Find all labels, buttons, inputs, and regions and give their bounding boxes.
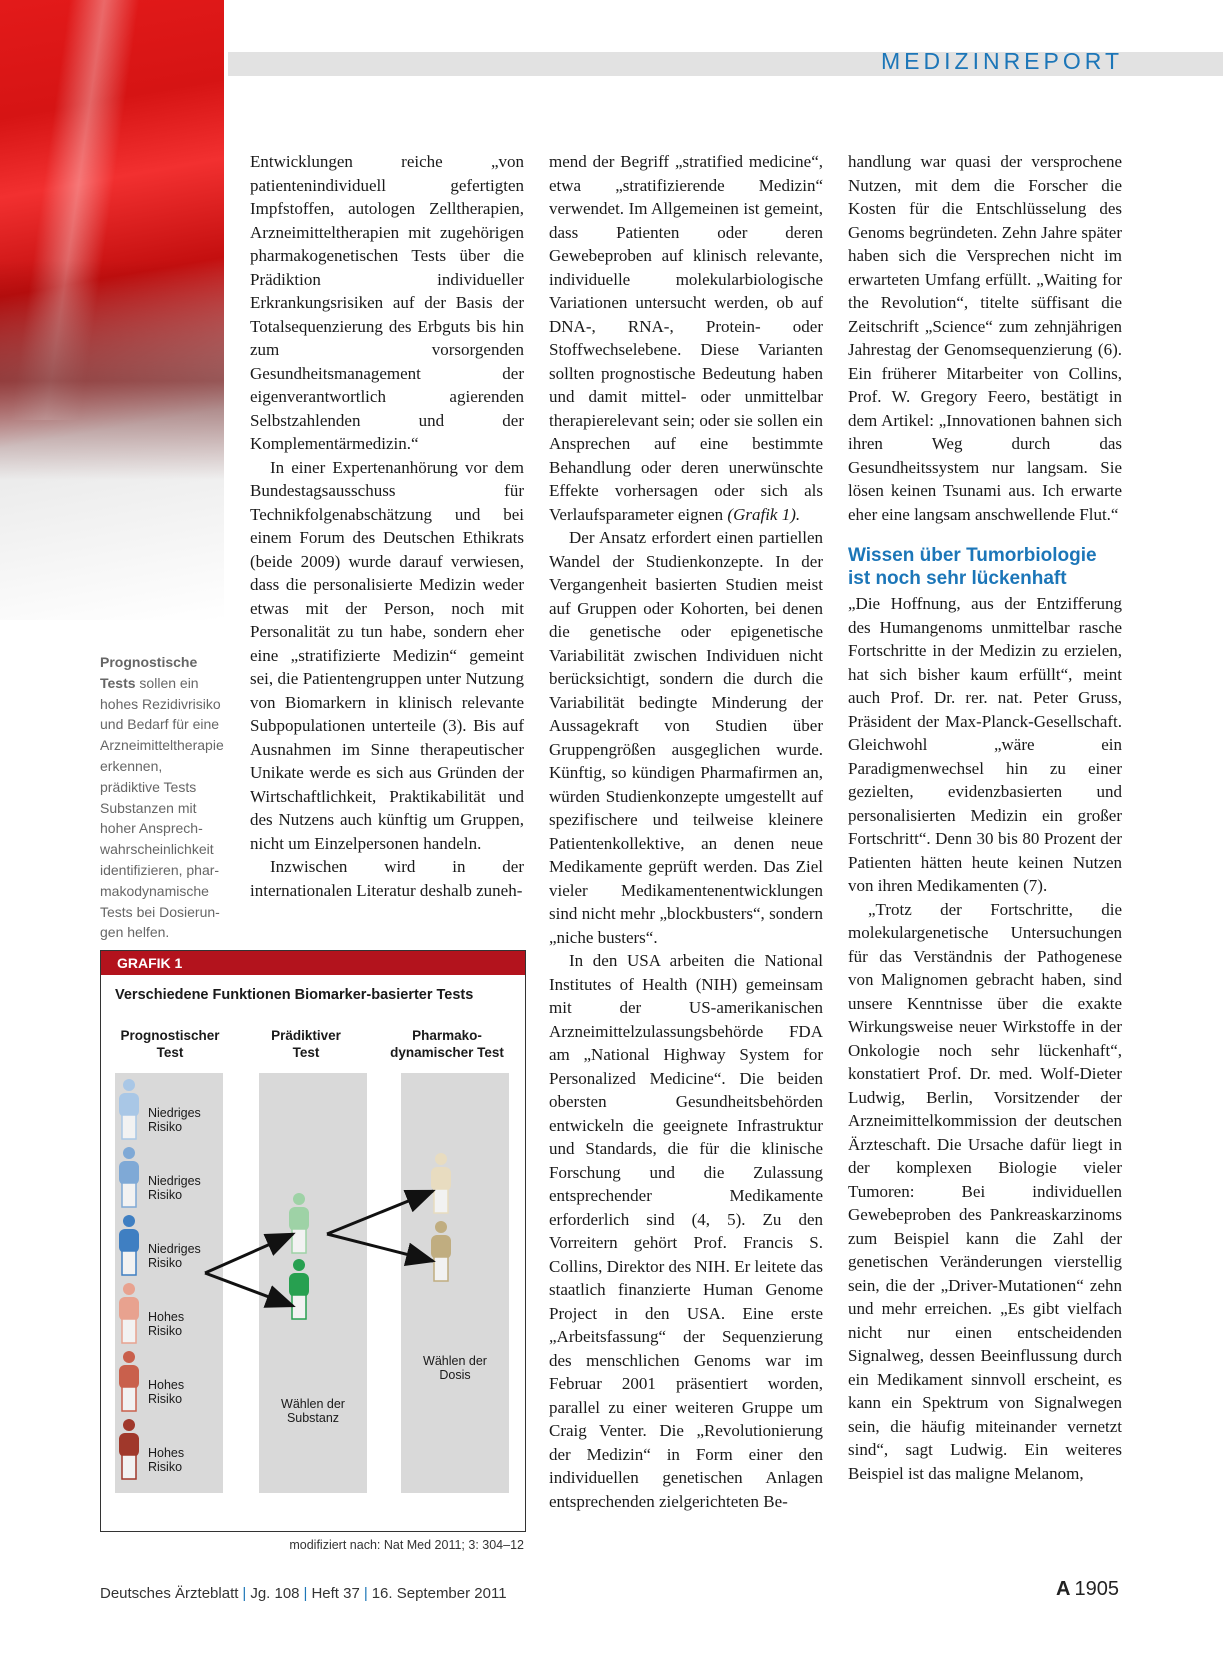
person-figure-risk-body (119, 1229, 139, 1253)
issue: Heft 37 (311, 1585, 360, 1602)
risk-label (148, 1310, 184, 1338)
person-figure-dose-b-body (431, 1235, 451, 1259)
person-figure-substance-b (289, 1259, 309, 1319)
person-figure-risk-head (123, 1215, 135, 1227)
section-label: MEDIZINREPORT (881, 48, 1123, 74)
risk-label-line: Niedriges (148, 1174, 201, 1188)
issue-date: 16. September 2011 (371, 1585, 507, 1602)
person-figure-substance-a-body (289, 1207, 309, 1231)
risk-label-line: Risiko (148, 1256, 183, 1270)
dose-label-line: Dosis (439, 1368, 471, 1382)
person-figure-substance-b-head (293, 1259, 305, 1271)
person-figure-risk-body (119, 1093, 139, 1117)
person-figure-dose-a-legs (434, 1189, 448, 1213)
person-figure-risk-body (119, 1433, 139, 1457)
risk-label (148, 1106, 201, 1134)
dose-label (401, 1354, 509, 1382)
person-figure-dose-a-head (435, 1153, 447, 1165)
paragraph: handlung war quasi der versprochene Nutzen, mit dem die Forscher die Kosten für die Entschlüsselung des Genoms begründeten. Zehn Jahre später haben sich die Versprechen nicht im erwarteten Umfang erfüllt. „Waiting for the Revolution“, titelte süffisant die Zeitschrift „Science“ zum zehnjährigen Jahrestag der Genomsequenzierung (6). Ein früherer Mitarbeiter von Collins, Prof. W. Gregory Feero, bestätigt in dem Artikel: „Innovationen bahnen sich ihren Weg durch das Gesundheitssystem nur langsam. Sie lösen keinen Tsunami aus. Ich erwarte eher eine langsam anschwellende Flut.“ (848, 152, 1122, 524)
risk-label-line: Risiko (148, 1392, 183, 1406)
paragraph: Inzwischen wird in der internationalen Literatur deshalb zuneh- (250, 857, 524, 900)
page-prefix: A (1056, 1578, 1071, 1600)
paragraph: „Trotz der Fortschritte, die molekulargenetische Untersuchungen für das Verständnis der Pathogenese von Malignomen gebracht haben, sind unsere Kenntnisse über die exakte Wirkungsweise neuer Wirkstoffe in der Onkologie noch sehr lückenhaft“, konstatiert Prof. Dr. med. Wolf-Dieter Ludwig, Berlin, Vorsitzender der Arzneimittelkommission der deutschen Ärzteschaft. Die Ursache dafür liegt in der komplexen Biologie vieler Tumoren: Bei individuellen Gewebeproben des Pankreaskarzinoms zum Beispiel kann die Zahl der genetischen Veränderungen vierstellig sein, die der „Driver-Mutationen“ zehn und mehr erreichen. „Es gibt vielfach nicht nur einen entscheidenden Signalweg, dessen Beeinflussung durch ein Medikament sinnvoll erscheint, es kann ein Spektrum von Signalwegen sein, die häufig miteinander vernetzt sind“, sagt Ludwig. Ein weiteres Beispiel ist das maligne Melanom, (848, 899, 1122, 1483)
page-number: 1905 (1074, 1578, 1119, 1600)
article-column-1 (250, 150, 524, 902)
column-header-line: Prognostischer (120, 1028, 220, 1043)
person-figure-risk (119, 1351, 139, 1411)
column-header-line: Test (156, 1045, 184, 1060)
arrow-to-dose-bottom (327, 1234, 433, 1261)
person-figure-dose-b-legs (434, 1257, 448, 1281)
risk-label-line: Risiko (148, 1460, 183, 1474)
caption-bold: Prognostische Tests (100, 654, 198, 691)
person-figure-dose-b-head (435, 1221, 447, 1233)
column-header-line: Prädiktiver (271, 1028, 341, 1043)
person-figure-risk-head (123, 1283, 135, 1295)
person-figure-risk (119, 1147, 139, 1207)
person-figure-risk (119, 1215, 139, 1275)
dose-label-line: Wählen der (423, 1354, 487, 1368)
journal-name: Deutsches Ärzteblatt (100, 1585, 239, 1602)
column-header-line: Pharmako- (412, 1028, 482, 1043)
arrow-to-dose-top (327, 1191, 433, 1234)
page-number-block (1056, 1578, 1119, 1601)
risk-label-line: Risiko (148, 1188, 183, 1202)
figure-source: modifiziert nach: Nat Med 2011; 3: 304–12 (289, 1538, 524, 1552)
image-caption (100, 652, 224, 943)
person-figure-risk (119, 1419, 139, 1479)
paragraph: In einer Expertenanhörung vor dem Bundestagsausschuss für Technikfolgenabschätzung und bei einem Forum des Deutschen Ethikrats (beide 2009) wurde darauf verwiesen, dass die personalisierte Medizin weder etwas mit der Person, noch mit Personalität zu tun habe, sondern eher eine „stratifizierte Medizin“ gemeint sei, die Patientengruppen unter Nutzung von Biomarkern in klinisch relevante Subpopulationen unterteile (3). Bis auf Ausnahmen im Sinne therapeutischer Unikate werde es sich aus Gründen der Wirtschaftlichkeit, Praktikabilität und des Nutzens auch künftig um Gruppen, nicht um Einzelpersonen handeln. (250, 457, 524, 853)
person-figure-risk (119, 1283, 139, 1343)
person-figure-dose-a (431, 1153, 451, 1213)
article-column-3 (848, 150, 1122, 1485)
risk-label (148, 1446, 184, 1474)
arrow-to-substance-top (205, 1234, 293, 1273)
person-figure-risk (119, 1079, 139, 1139)
risk-label-line: Hohes (148, 1378, 185, 1392)
column-header-line: Test (292, 1045, 320, 1060)
figure-grafik-1 (100, 950, 526, 1532)
paragraph-text: mend der Begriff „stratified medicine“, etwa „stratifizierende Medizin“ verwendet. Im Allgemeinen ist gemeint, dass Patienten oder deren Gewebeproben auf klinisch relevante, individuelle molekularbiologische Variationen untersucht werden, ob auf DNA-, RNA-, Protein- oder Stoffwechselebene. Diese Varianten sollten prognostische Bedeutung haben und damit mittel- oder unmittelbar therapierelevant sein; oder sie sollen ein Ansprechen auf eine bestimmte Behandlung oder deren unerwünschte Effekte vorhersagen oder sich als Verlaufsparameter eignen (549, 152, 823, 524)
person-figure-risk-legs (122, 1183, 136, 1207)
paragraph (549, 150, 823, 526)
person-figure-substance-a (289, 1193, 309, 1253)
paragraph: Entwicklungen reiche „von patientenindividuell gefertigten Impfstoffen, autologen Zelltherapien, Arzneimitteltherapien mit zugehörigen pharmakogenetischen Tests über die Prädiktion individueller Erkrankungsrisiken auf der Basis der Totalsequenzierung des Erbguts bis hin zum vorsorgenden Gesundheitsmanagement der eigenverantwortlich agierenden Selbstzahlenden und der Komplementärmedizin.“ (250, 152, 524, 453)
arrow-to-substance-bottom (205, 1273, 293, 1306)
risk-label (148, 1174, 201, 1202)
person-figure-risk-head (123, 1147, 135, 1159)
figure-graphics (101, 951, 525, 1531)
figure-title: Verschiedene Funktionen Biomarker-basierter Tests (115, 987, 474, 1003)
person-figure-substance-b-legs (292, 1295, 306, 1319)
risk-label-line: Hohes (148, 1446, 185, 1460)
person-figure-risk-body (119, 1297, 139, 1321)
person-figure-dose-b (431, 1221, 451, 1281)
risk-label (148, 1242, 201, 1270)
risk-label-line: Risiko (148, 1324, 183, 1338)
person-figure-risk-legs (122, 1251, 136, 1275)
person-figure-risk-body (119, 1365, 139, 1389)
paragraph: „Die Hoffnung, aus der Entzifferung des Humangenoms unmittelbar rasche Fortschritte in der Medizin zu erzielen, hat sich bisher kaum erfüllt“, meint auch Prof. Dr. rer. nat. Peter Gruss, Präsident der Max-Planck-Gesellschaft. Gleichwohl „wäre ein Paradigmenwechsel hin zu einer gezielten, evidenzbasierten und personalisierten Medizin ein großer Fortschritt“. Denn 30 bis 80 Prozent der Patienten hätten heute keinen Nutzen von ihren Medikamenten (7). (848, 594, 1122, 895)
risk-label-line: Hohes (148, 1310, 185, 1324)
person-figure-risk-legs (122, 1115, 136, 1139)
caption-text: sollen ein hohes Rezidivrisiko und Bedarf für eine Arzneimitteltherapie erkennen, prädiktive Tests Substanzen mit hoher Ansprechwahrscheinlichkeit identifizieren, pharmakodynamische Tests bei Dosierungen helfen. (100, 674, 224, 941)
article-column-2 (549, 150, 823, 1513)
substance-label (259, 1397, 367, 1425)
person-figure-substance-b-body (289, 1273, 309, 1297)
person-figure-risk-head (123, 1419, 135, 1431)
person-figure-risk-head (123, 1079, 135, 1091)
risk-label (148, 1378, 184, 1406)
footer-citation: Deutsches Ärzteblatt | Jg. 108 | Heft 37 | 16. September 2011 (100, 1585, 507, 1602)
person-figure-dose-a-body (431, 1167, 451, 1191)
header-photo (0, 0, 224, 620)
risk-label-line: Risiko (148, 1120, 183, 1134)
volume: Jg. 108 (250, 1585, 300, 1602)
paragraph: Der Ansatz erfordert einen partiellen Wandel der Studienkonzepte. In der Vergangenheit basierten Studien meist auf Gruppen oder Kohorten, bei denen die genetische oder epigenetische Variabilität zwischen Individuen nicht berücksichtigt, sondern die durch die Variabilität bedingte Minderung der Aussagekraft von Studien über Gruppengrößen ausgeglichen wurde. Künftig, so kündigen Pharmafirmen an, würden Studienkonzepte umgestellt auf spezifischere und teilweise kleinere Patientenkollektive, an denen neue Medikamente geprüft werden. Das Ziel vieler Medikamentenentwicklungen sind nicht mehr „blockbusters“, sondern „niche busters“. (549, 528, 823, 947)
person-figure-risk-body (119, 1161, 139, 1185)
person-figure-substance-a-head (293, 1193, 305, 1205)
figure-reference: (Grafik 1). (723, 504, 801, 524)
risk-label-line: Niedriges (148, 1106, 201, 1120)
substance-label-line: Wählen der (281, 1397, 345, 1411)
person-figure-risk-head (123, 1351, 135, 1363)
person-figure-risk-legs (122, 1455, 136, 1479)
paragraph: In den USA arbeiten die National Institutes of Health (NIH) gemeinsam mit der US-amerikanischen Arzneimittelzulassungsbehörde FDA am „National Highway System for Personalized Medicine“. Die beiden obersten Gesundheitsbehörden entwickeln die geeignete Infrastruktur und Standards, die für die klinische Forschung und die Zulassung entsprechender Medikamente erforderlich sind (4, 5). Zu den Vorreitern gehört Prof. Francis S. Collins, Direktor des NIH. Er leitete das staatlich finanzierte Human Genome Project in den USA. Eine erste „Arbeitsfassung“ der Sequenzierung des menschlichen Genoms war im Februar 2001 präsentiert worden, parallel zu einer weiteren Gruppe um Craig Venter. Die „Revolutionierung der Medizin“ in Form einer den individuellen genetischen Anlagen entsprechenden zielgerichteten Be- (549, 951, 823, 1511)
person-figure-risk-legs (122, 1387, 136, 1411)
substance-label-line: Substanz (286, 1411, 340, 1425)
person-figure-substance-a-legs (292, 1229, 306, 1253)
figure-label: GRAFIK 1 (101, 951, 525, 975)
subheading: Wissen über Tumorbiologie ist noch sehr lückenhaft (848, 545, 1097, 589)
risk-label-line: Niedriges (148, 1242, 201, 1256)
photo-shadow (0, 260, 224, 480)
person-figure-risk-legs (122, 1319, 136, 1343)
column-header-line: dynamischer Test (390, 1045, 504, 1060)
